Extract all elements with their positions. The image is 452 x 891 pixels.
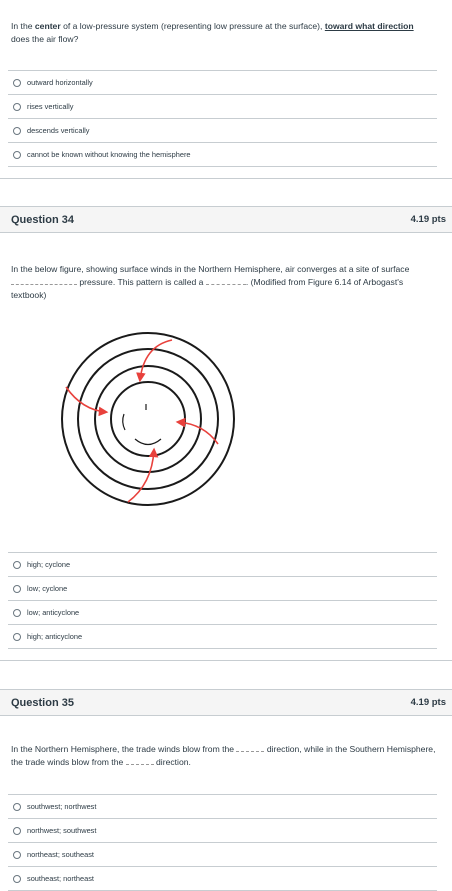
q34-text-3: . (Modified from Figure 6.14 of Arbogast's textbook)	[11, 277, 404, 300]
q34-answer-1[interactable]	[8, 552, 437, 576]
q35-answer-1[interactable]	[8, 794, 437, 818]
q33-answer-4[interactable]	[8, 142, 437, 167]
q34-text-1: In the below figure, showing surface winds in the Northern Hemisphere, air converges at a site of surface	[11, 264, 410, 274]
q34-title: Question 34	[11, 213, 74, 226]
radio-button[interactable]	[13, 875, 21, 883]
q34-answer-2[interactable]	[8, 576, 437, 600]
q33-answer-2[interactable]	[8, 94, 437, 118]
surface-wind-diagram	[58, 326, 248, 518]
wind-arrows	[66, 340, 218, 502]
radio-button[interactable]	[13, 151, 21, 159]
q34-answers	[8, 552, 437, 649]
wind-arrow-west	[66, 387, 106, 412]
q34-points: 4.19 pts	[410, 214, 446, 225]
answer-label: high; cyclone	[27, 560, 71, 569]
answer-label: northwest; southwest	[27, 826, 97, 835]
q35-points: 4.19 pts	[410, 697, 446, 708]
q34-text-2: pressure. This pattern is called a	[77, 277, 206, 287]
answer-label: outward horizontally	[27, 78, 93, 87]
q35-text-3: direction.	[153, 757, 191, 767]
answer-blank	[236, 744, 264, 752]
radio-button[interactable]	[13, 803, 21, 811]
radio-button[interactable]	[13, 127, 21, 135]
isobar-rings	[62, 333, 234, 505]
answer-label: southwest; northwest	[27, 802, 97, 811]
q34-header	[0, 206, 452, 233]
radio-button[interactable]	[13, 103, 21, 111]
radio-button[interactable]	[13, 79, 21, 87]
q33-text-2: of a low-pressure system (representing low pressure at the surface),	[60, 21, 325, 31]
q33-text-emphasis: toward what direction	[324, 21, 414, 31]
answer-label: cannot be known without knowing the hemisphere	[27, 150, 191, 159]
q35-prompt	[11, 743, 441, 769]
q35-answer-3[interactable]	[8, 842, 437, 866]
answer-blank	[126, 757, 154, 765]
radio-button[interactable]	[13, 851, 21, 859]
q35-title: Question 35	[11, 696, 74, 709]
radio-button[interactable]	[13, 609, 21, 617]
radio-button[interactable]	[13, 561, 21, 569]
q33-text-1: In the	[11, 21, 35, 31]
q33-text-3: does the air flow?	[11, 34, 79, 44]
isobar-second	[78, 349, 218, 489]
q35-answer-2[interactable]	[8, 818, 437, 842]
wind-arrow-north	[140, 340, 172, 380]
answer-label: low; cyclone	[27, 584, 68, 593]
answer-label: rises vertically	[27, 102, 74, 111]
q33-prompt	[11, 20, 431, 46]
isobar-outer	[62, 333, 234, 505]
q34-answer-3[interactable]	[8, 600, 437, 624]
question-divider	[0, 660, 452, 661]
q33-text-bold: center	[34, 21, 61, 31]
answer-label: northeast; southeast	[27, 850, 94, 859]
q33-answers	[8, 70, 437, 167]
q33-answer-1[interactable]	[8, 70, 437, 94]
q35-header	[0, 689, 452, 716]
q35-text-1: In the Northern Hemisphere, the trade winds blow from the	[11, 744, 237, 754]
answer-label: low; anticyclone	[27, 608, 80, 617]
q34-answer-4[interactable]	[8, 624, 437, 649]
q33-answer-3[interactable]	[8, 118, 437, 142]
center-low-symbol	[123, 404, 161, 445]
q35-answer-4[interactable]	[8, 866, 437, 891]
radio-button[interactable]	[13, 827, 21, 835]
wind-arrow-south	[128, 450, 154, 502]
answer-label: southeast; northeast	[27, 874, 94, 883]
radio-button[interactable]	[13, 633, 21, 641]
question-divider	[0, 178, 452, 179]
q34-prompt	[11, 263, 436, 302]
q35-answers	[8, 794, 437, 891]
answer-blank	[206, 277, 246, 285]
answer-label: descends vertically	[27, 126, 90, 135]
answer-label: high; anticyclone	[27, 632, 83, 641]
answer-blank	[11, 277, 77, 285]
radio-button[interactable]	[13, 585, 21, 593]
q35-text-2: direction, while in the Southern Hemisphere, the trade winds blow from the	[11, 744, 436, 767]
